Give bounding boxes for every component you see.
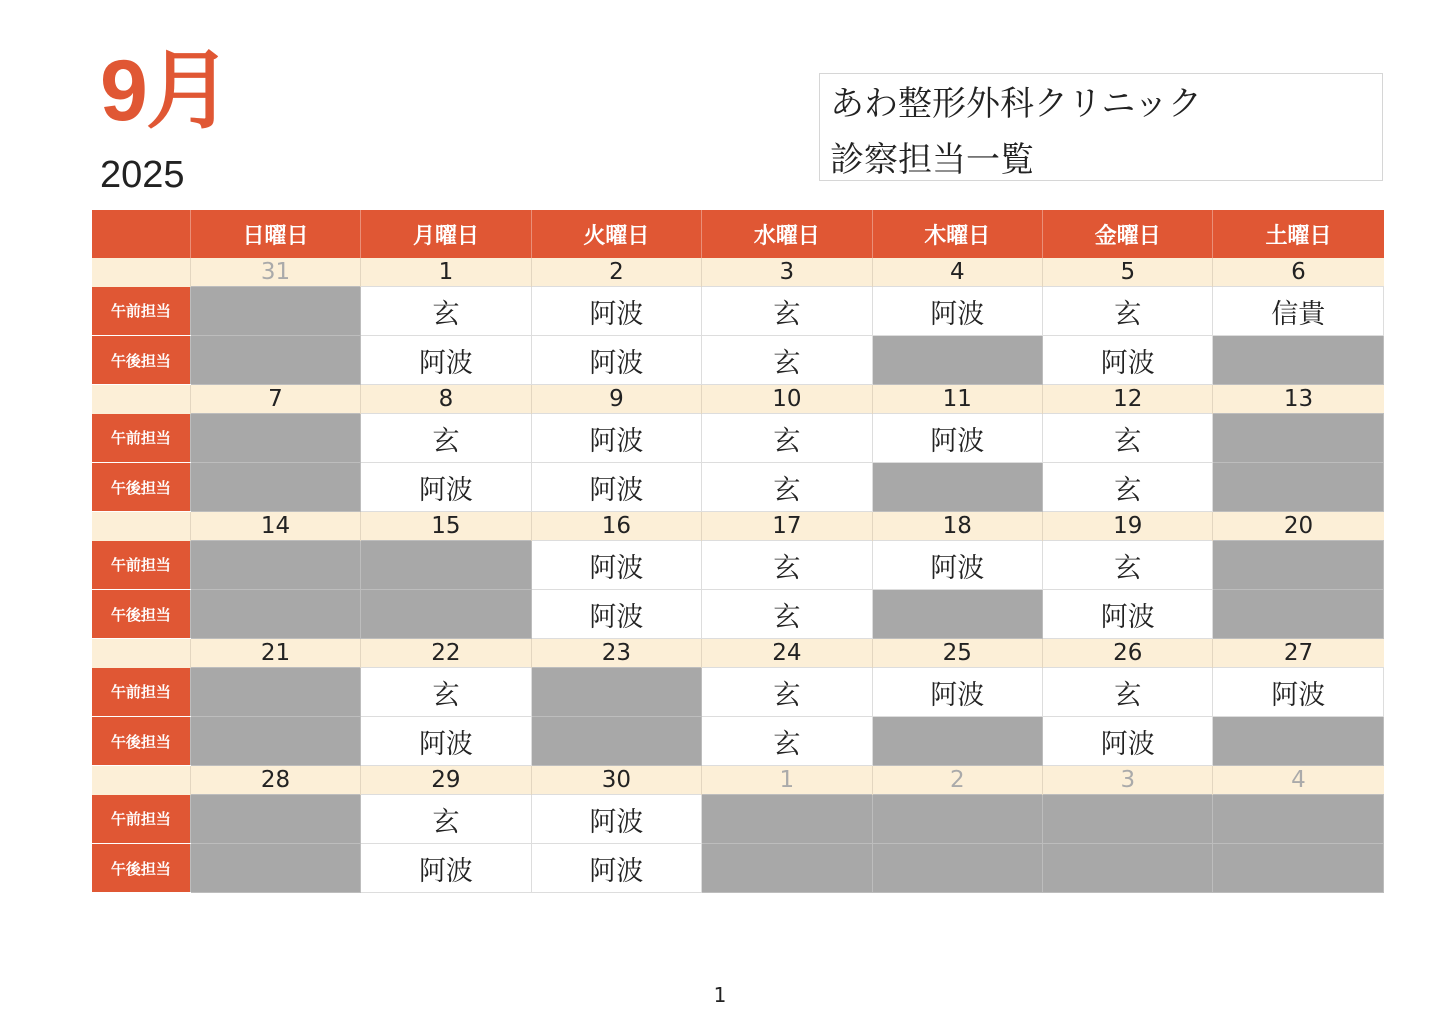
doctor-cell: 阿波 bbox=[531, 844, 701, 893]
weekday-header: 木曜日 bbox=[872, 210, 1042, 258]
closed-cell bbox=[872, 844, 1042, 893]
closed-cell bbox=[1043, 795, 1213, 844]
date-cell: 17 bbox=[702, 512, 872, 541]
doctor-cell: 玄 bbox=[702, 287, 872, 336]
closed-cell bbox=[872, 590, 1042, 639]
date-cell: 13 bbox=[1213, 385, 1384, 414]
afternoon-slot-label: 午後担当 bbox=[92, 590, 190, 639]
doctor-cell: 阿波 bbox=[1043, 717, 1213, 766]
afternoon-slot-label: 午後担当 bbox=[92, 717, 190, 766]
doctor-cell: 玄 bbox=[361, 414, 531, 463]
doctor-cell: 阿波 bbox=[531, 541, 701, 590]
closed-cell bbox=[1213, 590, 1384, 639]
doctor-cell: 玄 bbox=[361, 795, 531, 844]
date-cell: 3 bbox=[702, 258, 872, 287]
schedule-subtitle: 診察担当一覧 bbox=[830, 140, 1034, 180]
date-cell: 12 bbox=[1043, 385, 1213, 414]
morning-slot-label: 午前担当 bbox=[92, 668, 190, 717]
morning-row bbox=[92, 541, 1384, 590]
closed-cell bbox=[190, 717, 360, 766]
weekday-header-row bbox=[92, 210, 1384, 258]
doctor-cell: 玄 bbox=[1043, 414, 1213, 463]
date-cell: 15 bbox=[361, 512, 531, 541]
doctor-cell: 阿波 bbox=[531, 336, 701, 385]
closed-cell bbox=[872, 717, 1042, 766]
afternoon-row bbox=[92, 590, 1384, 639]
date-cell: 22 bbox=[361, 639, 531, 668]
month-title: 9月 bbox=[100, 43, 230, 139]
closed-cell bbox=[361, 541, 531, 590]
doctor-cell: 玄 bbox=[702, 541, 872, 590]
closed-cell bbox=[190, 590, 360, 639]
date-row-label bbox=[92, 385, 190, 414]
date-cell: 16 bbox=[531, 512, 701, 541]
date-cell: 25 bbox=[872, 639, 1042, 668]
doctor-cell: 玄 bbox=[1043, 668, 1213, 717]
closed-cell bbox=[1213, 541, 1384, 590]
doctor-cell: 玄 bbox=[702, 463, 872, 512]
morning-slot-label: 午前担当 bbox=[92, 287, 190, 336]
date-row bbox=[92, 766, 1384, 795]
date-row bbox=[92, 512, 1384, 541]
date-row-label bbox=[92, 512, 190, 541]
doctor-cell: 玄 bbox=[361, 287, 531, 336]
date-cell: 18 bbox=[872, 512, 1042, 541]
closed-cell bbox=[872, 795, 1042, 844]
closed-cell bbox=[872, 336, 1042, 385]
date-cell: 19 bbox=[1043, 512, 1213, 541]
date-cell: 1 bbox=[702, 766, 872, 795]
closed-cell bbox=[1213, 414, 1384, 463]
date-cell: 29 bbox=[361, 766, 531, 795]
closed-cell bbox=[1213, 463, 1384, 512]
closed-cell bbox=[531, 668, 701, 717]
doctor-cell: 玄 bbox=[361, 668, 531, 717]
afternoon-slot-label: 午後担当 bbox=[92, 463, 190, 512]
morning-slot-label: 午前担当 bbox=[92, 541, 190, 590]
doctor-cell: 阿波 bbox=[531, 414, 701, 463]
closed-cell bbox=[190, 668, 360, 717]
closed-cell bbox=[1213, 717, 1384, 766]
date-cell: 30 bbox=[531, 766, 701, 795]
doctor-cell: 玄 bbox=[702, 336, 872, 385]
doctor-cell: 玄 bbox=[1043, 541, 1213, 590]
doctor-cell: 玄 bbox=[1043, 287, 1213, 336]
weekday-header: 水曜日 bbox=[702, 210, 872, 258]
date-row bbox=[92, 385, 1384, 414]
date-cell: 26 bbox=[1043, 639, 1213, 668]
morning-slot-label: 午前担当 bbox=[92, 414, 190, 463]
afternoon-row bbox=[92, 844, 1384, 893]
closed-cell bbox=[702, 844, 872, 893]
closed-cell bbox=[1213, 336, 1384, 385]
doctor-cell: 阿波 bbox=[1043, 336, 1213, 385]
morning-row bbox=[92, 668, 1384, 717]
date-cell: 21 bbox=[190, 639, 360, 668]
date-cell: 1 bbox=[361, 258, 531, 287]
closed-cell bbox=[190, 463, 360, 512]
doctor-cell: 阿波 bbox=[1213, 668, 1384, 717]
date-cell: 5 bbox=[1043, 258, 1213, 287]
date-cell: 31 bbox=[190, 258, 360, 287]
date-cell: 2 bbox=[872, 766, 1042, 795]
date-cell: 6 bbox=[1213, 258, 1384, 287]
date-cell: 4 bbox=[1213, 766, 1384, 795]
morning-slot-label: 午前担当 bbox=[92, 795, 190, 844]
date-cell: 3 bbox=[1043, 766, 1213, 795]
weekday-header: 月曜日 bbox=[361, 210, 531, 258]
closed-cell bbox=[190, 795, 360, 844]
date-row-label bbox=[92, 639, 190, 668]
doctor-cell: 阿波 bbox=[872, 287, 1042, 336]
doctor-cell: 阿波 bbox=[361, 336, 531, 385]
closed-cell bbox=[190, 844, 360, 893]
closed-cell bbox=[1043, 844, 1213, 893]
morning-row bbox=[92, 287, 1384, 336]
afternoon-slot-label: 午後担当 bbox=[92, 844, 190, 893]
doctor-cell: 阿波 bbox=[872, 414, 1042, 463]
weekday-header: 金曜日 bbox=[1043, 210, 1213, 258]
doctor-cell: 阿波 bbox=[531, 287, 701, 336]
date-cell: 10 bbox=[702, 385, 872, 414]
closed-cell bbox=[361, 590, 531, 639]
closed-cell bbox=[531, 717, 701, 766]
closed-cell bbox=[1213, 844, 1384, 893]
doctor-cell: 信貴 bbox=[1213, 287, 1384, 336]
date-cell: 11 bbox=[872, 385, 1042, 414]
title-box bbox=[819, 73, 1383, 181]
doctor-cell: 阿波 bbox=[361, 717, 531, 766]
afternoon-row bbox=[92, 717, 1384, 766]
morning-row bbox=[92, 414, 1384, 463]
date-cell: 4 bbox=[872, 258, 1042, 287]
closed-cell bbox=[190, 541, 360, 590]
date-cell: 7 bbox=[190, 385, 360, 414]
date-cell: 9 bbox=[531, 385, 701, 414]
doctor-cell: 玄 bbox=[702, 717, 872, 766]
doctor-cell: 玄 bbox=[702, 668, 872, 717]
doctor-cell: 阿波 bbox=[531, 590, 701, 639]
doctor-cell: 玄 bbox=[702, 590, 872, 639]
date-cell: 28 bbox=[190, 766, 360, 795]
doctor-cell: 阿波 bbox=[1043, 590, 1213, 639]
date-cell: 27 bbox=[1213, 639, 1384, 668]
schedule-calendar bbox=[92, 210, 1384, 893]
date-cell: 2 bbox=[531, 258, 701, 287]
page-number: 1 bbox=[713, 983, 727, 1007]
doctor-cell: 阿波 bbox=[361, 463, 531, 512]
header-corner bbox=[92, 210, 190, 258]
closed-cell bbox=[190, 414, 360, 463]
doctor-cell: 阿波 bbox=[531, 795, 701, 844]
closed-cell bbox=[190, 287, 360, 336]
afternoon-slot-label: 午後担当 bbox=[92, 336, 190, 385]
date-cell: 24 bbox=[702, 639, 872, 668]
date-row-label bbox=[92, 766, 190, 795]
clinic-name: あわ整形外科クリニック bbox=[830, 84, 1202, 124]
date-cell: 14 bbox=[190, 512, 360, 541]
date-row bbox=[92, 258, 1384, 287]
date-cell: 8 bbox=[361, 385, 531, 414]
closed-cell bbox=[702, 795, 872, 844]
date-cell: 23 bbox=[531, 639, 701, 668]
closed-cell bbox=[872, 463, 1042, 512]
year-label: 2025 bbox=[100, 154, 185, 196]
date-row-label bbox=[92, 258, 190, 287]
date-row bbox=[92, 639, 1384, 668]
closed-cell bbox=[190, 336, 360, 385]
afternoon-row bbox=[92, 336, 1384, 385]
closed-cell bbox=[1213, 795, 1384, 844]
weekday-header: 土曜日 bbox=[1213, 210, 1384, 258]
doctor-cell: 阿波 bbox=[872, 668, 1042, 717]
doctor-cell: 阿波 bbox=[531, 463, 701, 512]
afternoon-row bbox=[92, 463, 1384, 512]
date-cell: 20 bbox=[1213, 512, 1384, 541]
doctor-cell: 玄 bbox=[1043, 463, 1213, 512]
morning-row bbox=[92, 795, 1384, 844]
weekday-header: 火曜日 bbox=[531, 210, 701, 258]
weekday-header: 日曜日 bbox=[190, 210, 360, 258]
doctor-cell: 玄 bbox=[702, 414, 872, 463]
doctor-cell: 阿波 bbox=[872, 541, 1042, 590]
doctor-cell: 阿波 bbox=[361, 844, 531, 893]
